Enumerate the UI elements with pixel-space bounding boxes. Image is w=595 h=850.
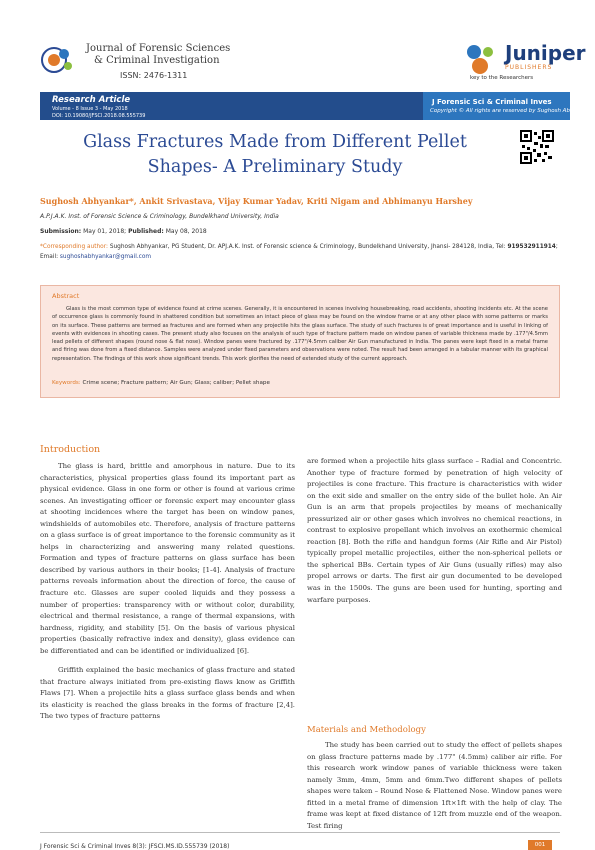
article-type: Research Article xyxy=(52,95,131,105)
doi-line: DOI: 10.19080/JFSCI.2018.08.555739 xyxy=(52,113,146,119)
corresponding-text: Sughosh Abhyankar, PG Student, Dr. APJ.A.K. Inst. of Forensic science & Criminology, Bundelkhand University, Jhansi- 284128, India, Tel: xyxy=(109,244,506,250)
publisher-name: Juniper xyxy=(505,41,586,65)
journal-name-line2: & Criminal Investigation xyxy=(94,55,220,66)
page-number: 001 xyxy=(528,840,552,850)
qr-code-icon xyxy=(520,130,554,164)
journal-name-line1: Journal of Forensic Sciences xyxy=(86,43,231,54)
body-column-left xyxy=(40,461,295,723)
journal-abbrev: J Forensic Sci & Criminal Inves xyxy=(432,98,552,106)
abstract-heading: Abstract xyxy=(52,292,80,300)
body-column-right xyxy=(307,456,562,606)
dates xyxy=(40,228,560,235)
section-introduction: Introduction xyxy=(40,444,101,455)
abstract-text: Glass is the most common type of evidence found at crime scenes. Generally, it is encountered in scenes involving housebreaking, road accidents, shooting incidents etc. At the scene of occurrence glass is commonly found in shattered condition but sometimes an intact piece of glass may be found on the window frame or at any other place with some patterns or marks on its surface. These patterns are termed as fractures and are formed when any projectile hits the glass surface. The study of such fractures is of great importance and is useful in linking of events with evidences in shooting cases. The present study also focuses on the analysis of such type of fracture pattern made on window panes of variable thickness made by .177"/4.5mm lead pellets of different shapes (round nose & flat nose). Window panes were fractured by .177"/4.5mm caliber Air Gun manufactured in India. The panes were kept fixed in a metal frame and firing was done from a fixed distance. Samples were analyzed under fixed parameters and observations were noted. The result had been arranged in a tabular manner with its graphical representation. The findings of this work show significant trends. This work glorifies the need of extended study of the current approach. xyxy=(52,306,548,362)
methods-column xyxy=(307,740,562,832)
email-label: ; Email: xyxy=(40,244,558,260)
journal-logo-icon xyxy=(40,44,80,76)
keywords xyxy=(52,380,548,386)
juniper-logo-icon xyxy=(462,42,502,76)
journal-name xyxy=(86,43,236,67)
copyright: Copyright © All rights are reserved by Sughosh Abhyankar xyxy=(430,108,593,114)
authors: Sughosh Abhyankar*, Ankit Srivastava, Vijay Kumar Yadav, Kriti Nigam and Abhimanyu Harshey xyxy=(40,196,473,206)
footer-divider xyxy=(40,832,560,833)
corresponding-author xyxy=(40,242,560,262)
methods-paragraph-1: The study has been carried out to study the effect of pellets shapes on glass fracture patterns made by .177" (4.5mm) caliber air rifle. For this research work window panes of variable thickness were taken namely 3mm, 4mm, 5mm and 6mm.Two different shapes of pellets shapes were taken – Round Nose & Flattened Nose. Window panes were fitted in a metal frame of dimension 1ft×1ft with the help of clay. The frame was kept at fixed distance of 12ft from muzzle end of the weapon. Test firing xyxy=(307,741,562,830)
corresponding-label: *Corresponding author: xyxy=(40,244,108,250)
article-volume xyxy=(52,106,145,120)
email-link[interactable]: sughoshabhyankar@gmail.com xyxy=(59,254,152,260)
published-label: Published: xyxy=(128,228,164,235)
intro-paragraph-1: The glass is hard, brittle and amorphous in nature. Due to its characteristics, physical properties glass found its important part as physical evidence. Glass in one form or other is found at various crime scenes. An investigating officer or forensic expert may encounter glass at shooting incidences where the target has been on window panes, windshields of automobiles etc. Therefore, analysis of fracture patterns on a glass surface is of great importance to the forensic community as it helps in characterizing and answering many related questions. Formation and types of fracture patterns on glass surface has been described by various authors in their books; [1-4]. Analysis of fracture patterns reveals information about the direction of force, the cause of fracture etc. Glasses are super cooled liquids and they possess a number of properties: transparency with or without color, durability, electrical and thermal resistance, a range of thermal expansions, with hardness, rigidity, and stability [5]. On the basis of various physical properties (basically refractive index and density), glass evidence can be differentiated and can be identified or individualized [6]. xyxy=(40,462,295,655)
publisher-sub: PUBLISHERS xyxy=(505,64,553,71)
intro-paragraph-3: are formed when a projectile hits glass surface – Radial and Concentric. Another type of fracture formed by penetration of high velocity of projectiles is cone fracture. This fracture is characteristics with wider on the exit side and smaller on the entry side of the bullet hole. An Air Gun is an arm that propels projectiles by means of mechanically pressurized air or other gases which involves no chemical reactions, in contrast to explosive propellant which involves an exothermic chemical reaction [8]. Both the rifle and handgun forms (Air Rifle and Air Pistol) typically propel metallic projectiles, either the non-spherical pellets or the spherical BBs. Certain types of Air Guns (usually rifles) may also propel arrows or darts. The first air gun documented to be developed was in the 1500s. The guns are been used for hunting, sporting and warfare purposes. xyxy=(307,457,562,604)
intro-paragraph-2: Griffith explained the basic mechanics of glass fracture and stated that fracture always initiated from pre-existing flaws know as Griffith Flaws [7]. When a projectile hits a glass surface glass bends and when its elasticity is reached the glass breaks in the forms of fracture [2,4]. The two types of fracture patterns xyxy=(40,666,295,721)
affiliation: A.P.J.A.K. Inst. of Forensic Science & Criminology, Bundelkhand University, India xyxy=(40,213,279,220)
article-band-right xyxy=(423,92,570,120)
footer-citation: J Forensic Sci & Criminal Inves 8(3): JFSCI.MS.ID.555739 (2018) xyxy=(40,843,230,850)
submission-date: May 01, 2018; xyxy=(83,228,127,235)
published-date: May 08, 2018 xyxy=(165,228,207,235)
journal-issn: ISSN: 2476-1311 xyxy=(120,71,188,80)
volume-line: Volume - 8 Issue 3 - May 2018 xyxy=(52,106,128,112)
publisher-tagline: key to the Researchers xyxy=(470,75,534,81)
keywords-text: Crime scene; Fracture pattern; Air Gun; Glass; caliber; Pellet shape xyxy=(82,380,270,386)
article-title: Glass Fractures Made from Different Pellet Shapes- A Preliminary Study xyxy=(83,132,467,177)
corresponding-tel: 919532911914 xyxy=(507,244,556,250)
keywords-label: Keywords: xyxy=(52,380,81,386)
section-materials: Materials and Methodology xyxy=(307,725,426,735)
submission-label: Submission: xyxy=(40,228,82,235)
